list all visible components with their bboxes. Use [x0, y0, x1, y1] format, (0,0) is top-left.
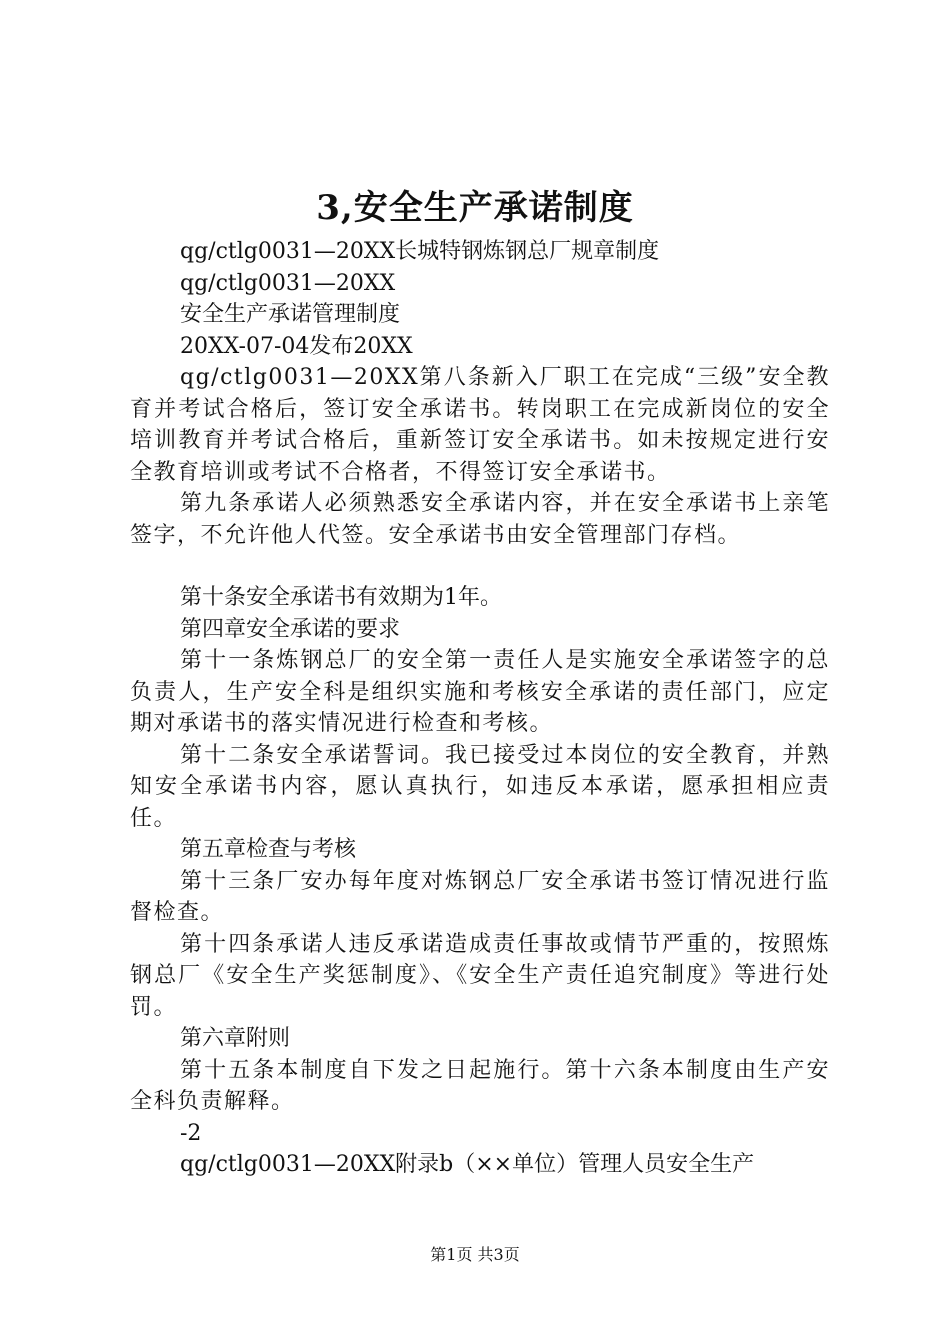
- article-10-paragraph: 第十条安全承诺书有效期为1年。: [180, 585, 502, 610]
- article-15-paragraph: 第十五条本制度自下发之日起施行。第十六条本制度由生产安全科负责解释。: [130, 1057, 830, 1114]
- article-9-paragraph: 第九条承诺人必须熟悉安全承诺内容，并在安全承诺书上亲笔签字，不允许他人代签。安全承诺书由安全管理部门存档。: [130, 491, 830, 548]
- header-line-code: qg/ctlg0031—20XX: [180, 270, 396, 296]
- page-footer: 第1页 共3页: [430, 1245, 520, 1264]
- header-line-regulation: qg/ctlg0031—20XX长城特钢炼钢总厂规章制度: [180, 239, 660, 264]
- appendix-b-line: qg/ctlg0031—20XX附录b（××单位）管理人员安全生产: [180, 1152, 755, 1177]
- document-title: 3,安全生产承诺制度: [316, 188, 634, 228]
- header-line-date: 20XX-07-04发布20XX: [180, 333, 413, 359]
- document-body: [130, 236, 830, 1181]
- article-13-paragraph: 第十三条厂安办每年度对炼钢总厂安全承诺书签订情况进行监督检查。: [130, 868, 830, 925]
- chapter-5-heading: 第五章检查与考核: [180, 837, 357, 862]
- page-mark: -2: [180, 1120, 202, 1146]
- paragraph-gap: [130, 551, 830, 582]
- article-11-paragraph: 第十一条炼钢总厂的安全第一责任人是实施安全承诺签字的总负责人，生产安全科是组织实施和考核安全承诺的责任部门，应定期对承诺书的落实情况进行检查和考核。: [130, 648, 830, 736]
- article-8-paragraph: qg/ctlg0031—20XX第八条新入厂职工在完成“三级”安全教育并考试合格后，签订安全承诺书。转岗职工在完成新岗位的安全培训教育并考试合格后，重新签订安全承诺书。如未按规定进行安全教育培训或考试不合格者，不得签订安全承诺书。: [130, 365, 830, 485]
- chapter-4-heading: 第四章安全承诺的要求: [180, 616, 401, 642]
- header-line-subtitle: 安全生产承诺管理制度: [180, 302, 401, 327]
- chapter-6-heading: 第六章附则: [180, 1026, 291, 1051]
- article-14-paragraph: 第十四条承诺人违反承诺造成责任事故或情节严重的，按照炼钢总厂《安全生产奖惩制度》、《安全生产责任追究制度》等进行处罚。: [130, 931, 830, 1020]
- article-12-paragraph: 第十二条安全承诺誓词。我已接受过本岗位的安全教育，并熟知安全承诺书内容，愿认真执行，如违反本承诺，愿承担相应责任。: [130, 742, 830, 831]
